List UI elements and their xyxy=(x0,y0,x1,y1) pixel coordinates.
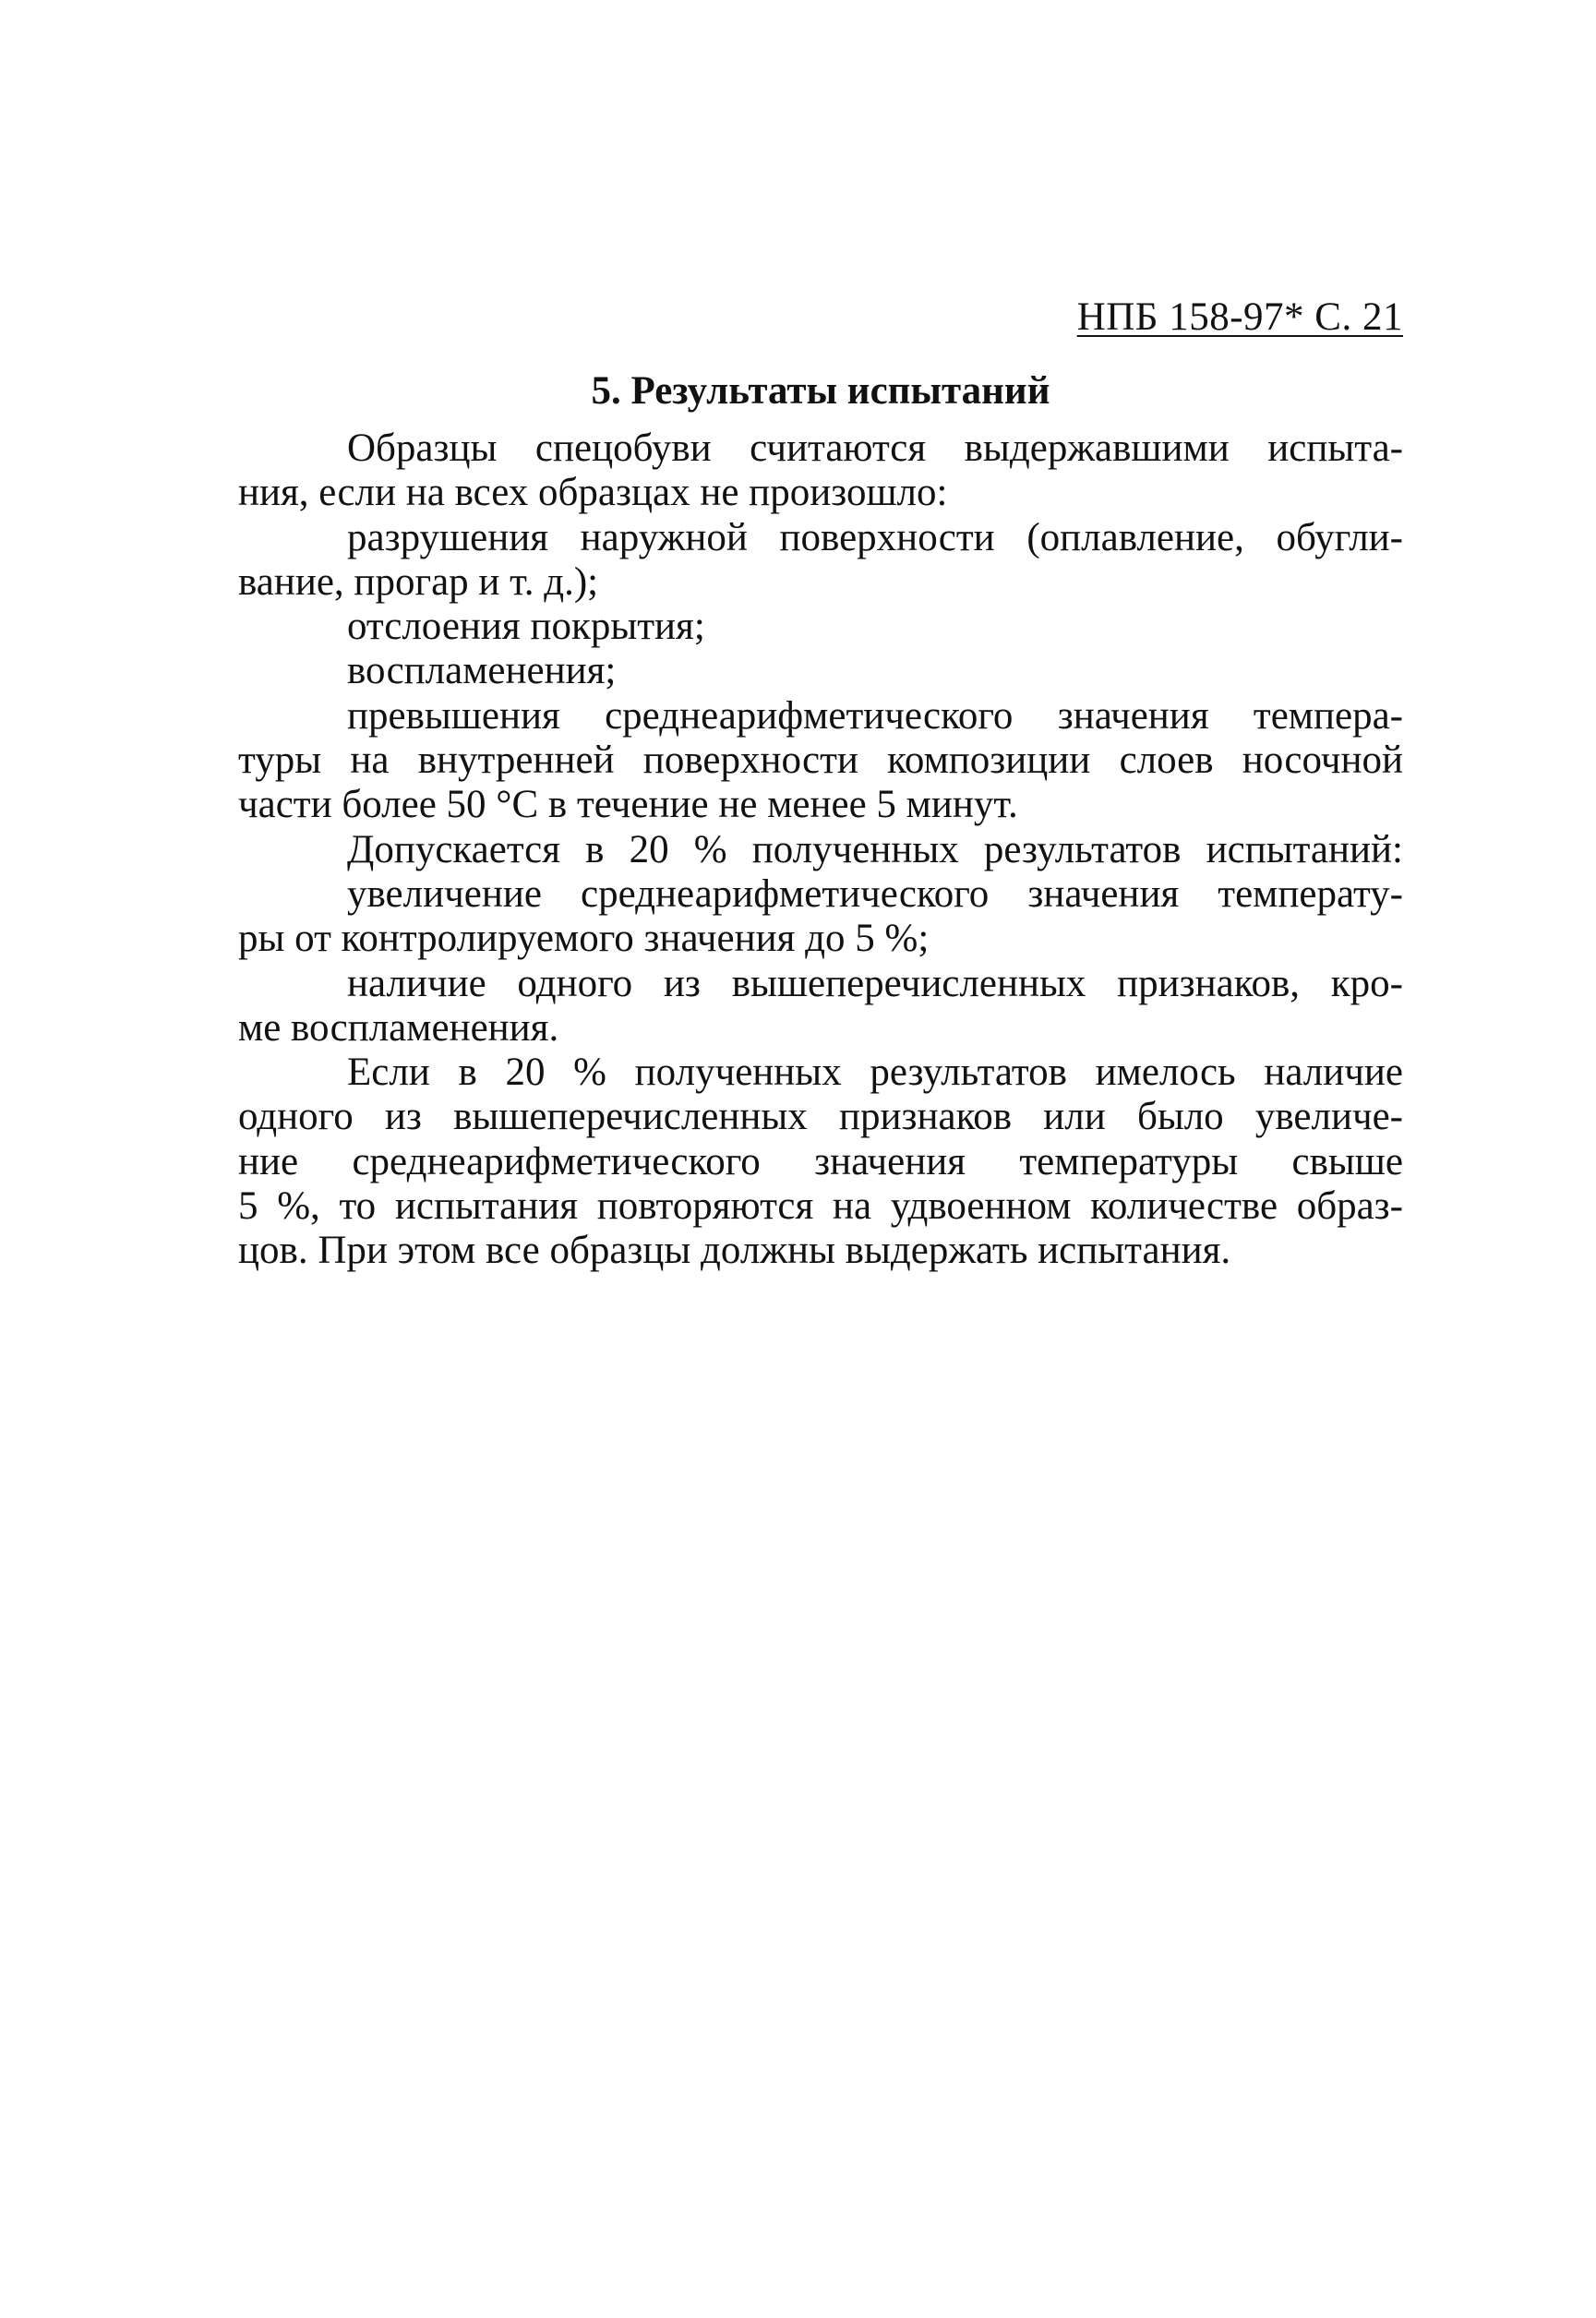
paragraph-line: ме воспламенения. xyxy=(238,1005,559,1050)
paragraph-line: ния, если на всех образцах не произошло: xyxy=(238,471,948,515)
paragraph-line: ние среднеарифметического значения температуры свыше xyxy=(238,1139,1403,1183)
paragraph-line: ры от контролируемого значения до 5 %; xyxy=(238,917,930,961)
paragraph-line: вание, прогар и т. д.); xyxy=(238,559,599,604)
paragraph-line: наличие одного из вышеперечисленных признаков, кро- xyxy=(347,961,1403,1005)
paragraph-line: 5 %, то испытания повторяются на удвоенном количестве образ- xyxy=(238,1184,1403,1229)
paragraph-line: Если в 20 % полученных результатов имелось наличие xyxy=(347,1051,1403,1095)
paragraph-line: превышения среднеарифметического значения темпера- xyxy=(347,693,1403,738)
paragraph-line: разрушения наружной поверхности (оплавление, обугли- xyxy=(347,515,1403,559)
paragraph-line: воспламенения; xyxy=(347,649,617,693)
running-header: НПБ 158-97* С. 21 xyxy=(1076,295,1403,339)
paragraph-line: части более 50 °С в течение не менее 5 минут. xyxy=(238,783,1018,827)
section-title: 5. Результаты испытаний xyxy=(591,369,1050,413)
section-body xyxy=(238,426,1403,1274)
paragraph-line: отслоения покрытия; xyxy=(347,605,705,649)
paragraph-line: туры на внутренней поверхности композиции слоев носочной xyxy=(238,739,1403,783)
paragraph-line: цов. При этом все образцы должны выдержать испытания. xyxy=(238,1229,1231,1273)
paragraph-line: Образцы спецобуви считаются выдержавшими испыта- xyxy=(347,426,1403,470)
paragraph-line: увеличение среднеарифметического значения температу- xyxy=(347,871,1403,916)
paragraph-line: одного из вышеперечисленных признаков или было увеличе- xyxy=(238,1095,1403,1139)
paragraph-line: Допускается в 20 % полученных результатов испытаний: xyxy=(347,827,1403,871)
